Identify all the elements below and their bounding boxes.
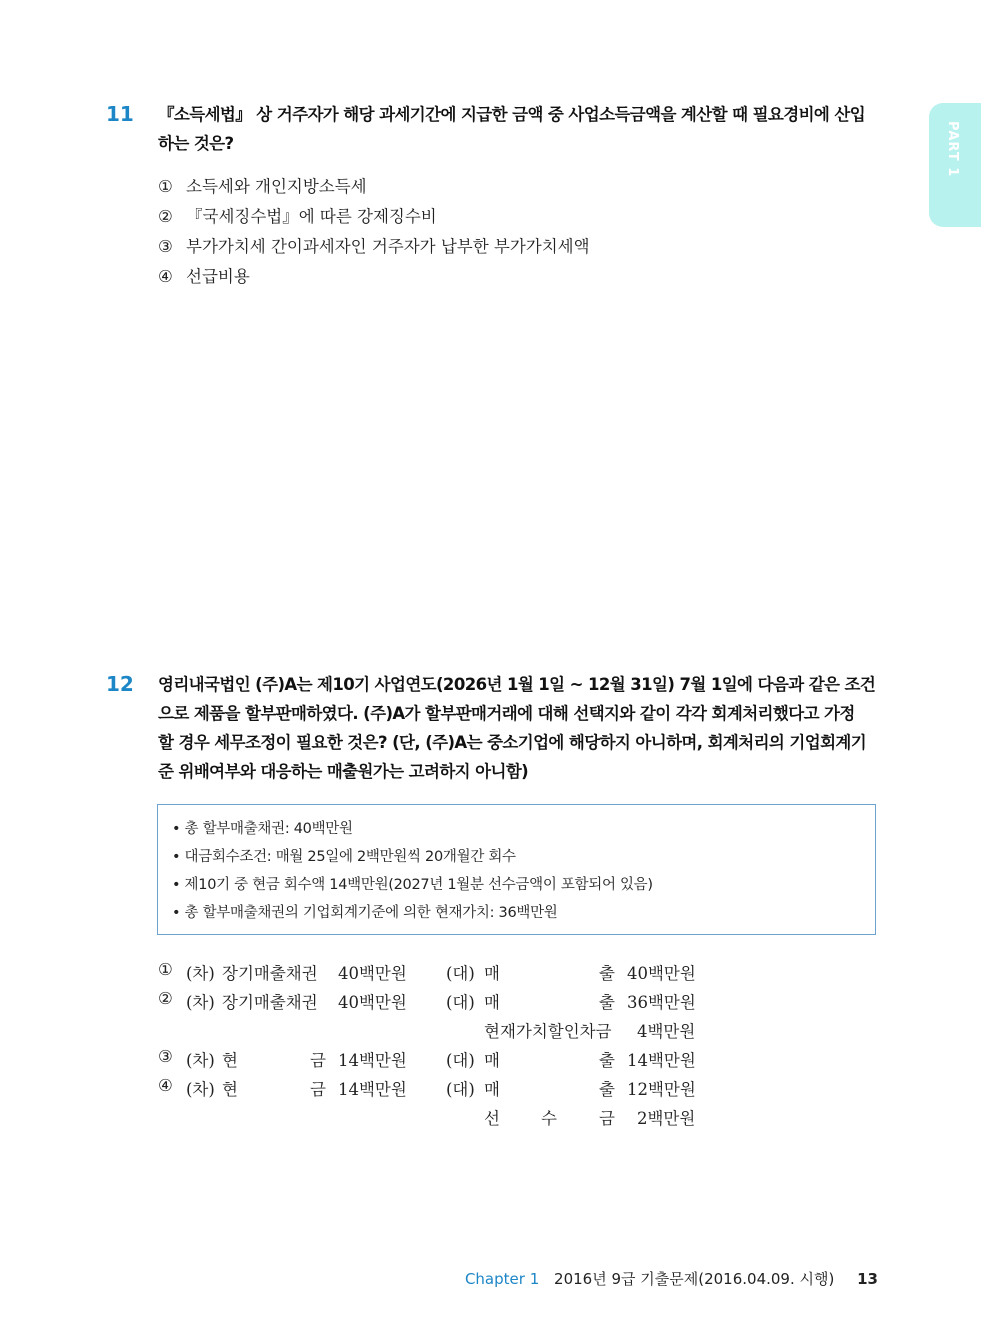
debit-account-char: 현: [222, 1051, 238, 1070]
credit-account-char: 매: [484, 1080, 500, 1099]
question-11-line-1: 『소득세법』 상 거주자가 해당 과세기간에 지급한 금액 중 사업소득금액을 계산할 때 필요경비에 산입: [158, 105, 866, 124]
debit-amount: 14백만원: [338, 1051, 407, 1070]
part-label: PART 1: [945, 121, 960, 178]
q11-option-4: ④ 선급비용: [158, 267, 250, 286]
debit-label: (차): [186, 1080, 215, 1099]
debit-account: 장기매출채권: [222, 964, 318, 983]
credit-account-2-char: 선: [484, 1109, 500, 1128]
option-number: ④: [158, 1076, 173, 1095]
credit-amount-2: 4백만원: [637, 1022, 696, 1041]
credit-account-char: 출: [599, 1051, 615, 1070]
footer-title: 2016년 9급 기출문제(2016.04.09. 시행): [554, 1270, 835, 1288]
option-number: ②: [158, 989, 173, 1008]
debit-label: (차): [186, 993, 215, 1012]
condition-box: [157, 804, 876, 935]
credit-amount: 40백만원: [627, 964, 696, 983]
condition-item: • 제10기 중 현금 회수액 14백만원(2027년 1월분 선수금액이 포함되어 있음): [172, 877, 653, 893]
credit-label: (대): [446, 1080, 475, 1099]
debit-account-char: 현: [222, 1080, 238, 1099]
part-side-tab: [929, 103, 981, 227]
debit-amount: 40백만원: [338, 964, 407, 983]
question-12-text: [158, 670, 880, 786]
question-12-line-3: 할 경우 세무조정이 필요한 것은? (단, (주)A는 중소기업에 해당하지 아니하며, 회계처리의 기업회계기: [158, 733, 867, 752]
question-12-number: 12: [106, 672, 134, 696]
credit-label: (대): [446, 993, 475, 1012]
condition-item: • 총 할부매출채권의 기업회계기준에 의한 현재가치: 36백만원: [172, 905, 558, 921]
q11-option-2: ② 『국세징수법』에 따른 강제징수비: [158, 207, 437, 226]
question-11-text: [158, 100, 880, 158]
debit-account: 장기매출채권: [222, 993, 318, 1012]
credit-label: (대): [446, 964, 475, 983]
credit-amount: 36백만원: [627, 993, 696, 1012]
q11-option-1: ① 소득세와 개인지방소득세: [158, 177, 367, 196]
question-11-line-2: 하는 것은?: [158, 134, 234, 153]
credit-account-char: 출: [599, 993, 615, 1012]
debit-account-char: 금: [310, 1051, 326, 1070]
credit-account-2-char: 금: [599, 1109, 615, 1128]
credit-label: (대): [446, 1051, 475, 1070]
page-number: 13: [857, 1270, 878, 1288]
chapter-label: Chapter 1: [464, 1270, 540, 1288]
page-footer: [465, 1268, 878, 1289]
credit-amount-2: 2백만원: [637, 1109, 696, 1128]
credit-account-2-char: 수: [541, 1109, 557, 1128]
question-12-line-4: 준 위배여부와 대응하는 매출원가는 고려하지 아니함): [158, 762, 529, 781]
credit-account-char: 매: [484, 964, 500, 983]
credit-account-2: 현재가치할인차금: [484, 1022, 612, 1041]
question-12-line-1: 영리내국법인 (주)A는 제10기 사업연도(2026년 1월 1일 ~ 12월 31일) 7월 1일에 다음과 같은 조건: [158, 675, 876, 694]
credit-amount: 12백만원: [627, 1080, 696, 1099]
question-11-number: 11: [106, 102, 134, 126]
credit-account-char: 출: [599, 964, 615, 983]
debit-amount: 40백만원: [338, 993, 407, 1012]
credit-account-char: 출: [599, 1080, 615, 1099]
condition-item: • 대금회수조건: 매월 25일에 2백만원씩 20개월간 회수: [172, 849, 516, 865]
question-12-line-2: 으로 제품을 할부판매하였다. (주)A가 할부판매거래에 대해 선택지와 같이 각각 회계처리했다고 가정: [158, 704, 855, 723]
debit-label: (차): [186, 964, 215, 983]
credit-amount: 14백만원: [627, 1051, 696, 1070]
q11-option-3: ③ 부가가치세 간이과세자인 거주자가 납부한 부가가치세액: [158, 237, 590, 256]
condition-item: • 총 할부매출채권: 40백만원: [172, 821, 353, 837]
credit-account-char: 매: [484, 1051, 500, 1070]
debit-label: (차): [186, 1051, 215, 1070]
debit-amount: 14백만원: [338, 1080, 407, 1099]
option-number: ③: [158, 1047, 173, 1066]
credit-account-char: 매: [484, 993, 500, 1012]
debit-account-char: 금: [310, 1080, 326, 1099]
option-number: ①: [158, 960, 173, 979]
